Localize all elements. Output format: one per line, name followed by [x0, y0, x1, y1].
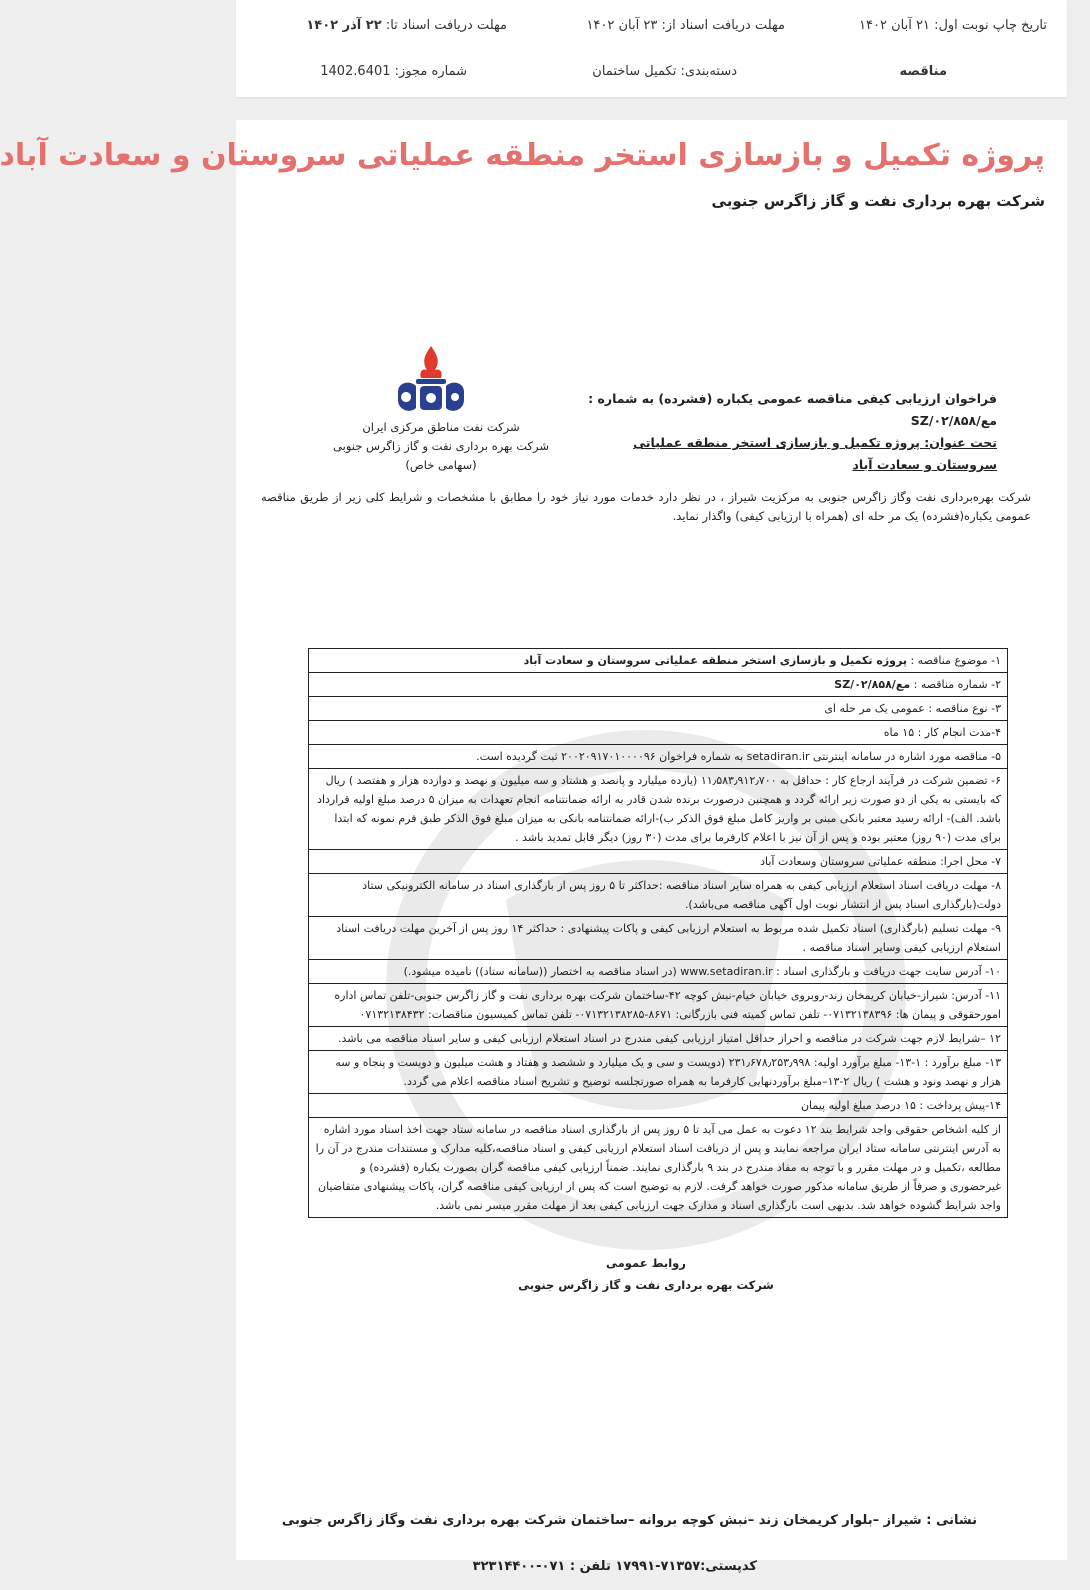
page-title: پروژه تکمیل و بازسازی استخر منطقه عملیاتی سروستان و سعادت آباد — [0, 138, 1045, 173]
table-row: ۱۴-پیش پرداخت : ۱۵ درصد مبلغ اولیه پیمان — [309, 1094, 1007, 1118]
table-row: ۵- مناقصه مورد اشاره در سامانه اینترنتی setadiran.ir به شماره فراخوان ۲۰۰۲۰۹۱۷۰۱۰۰۰۰۹۶ ثبت گردیده است. — [309, 745, 1007, 769]
table-row: ۱۲ –شرایط لازم جهت شرکت در مناقصه و احراز حداقل امتیاز ارزیابی کیفی مندرج در اسناد استعلام ارزیابی کیفی و سایر اسناد مناقصه می باشد. — [309, 1027, 1007, 1051]
table-row: ۱۳- مبلغ برآورد : ۱-۱۳- مبلغ برآورد اولیه: ۲۳۱٫۶۷۸٫۲۵۳٫۹۹۸ (دویست و سی و یک میلیارد و ششصد و هفتاد و هشت میلیون و دویست و پنجاه و سه هزار و نهصد ونود و هشت ) ریال ۲-۱۳–مبلغ برآوردنهایی کارفرما به همراه صورتجلسه توضیح و تشریح اسناد مناقصه اعلام می گردد. — [309, 1051, 1007, 1094]
table-row: ۲- شماره مناقصه : مع/۰۲/۸۵۸/SZ — [309, 673, 1007, 697]
table-row: ۸- مهلت دریافت اسناد استعلام ارزیابی کیفی به همراه سایر اسناد مناقصه :حداکثر تا ۵ روز پس از بارگذاری اسناد در سامانه الکترونیکی ستاد دولت(بارگذاری اسناد پس از انتشار نوبت اول آگهی مناقصه می‌باشد). — [309, 874, 1007, 917]
address-block: نشانی : شیراز –بلوار کریمخان زند –نبش کوچه بروانه –ساختمان شرکت بهره برداری نفت وگاز زاگرس جنوبی کدپستی:۷۱۳۵۷-۱۷۹۹۱ تلفن : ۰۷۱-۳۲۳۱۴۴۰۰ — [281, 1513, 977, 1574]
type-badge: مناقصه — [899, 64, 947, 79]
table-row: ۳- نوع مناقصه : عمومی یک مر حله ای — [309, 697, 1007, 721]
tender-terms-table — [308, 648, 1008, 1218]
table-row: ۹- مهلت تسلیم (بارگذاری) اسناد تکمیل شده مربوط به استعلام ارزیابی کیفی و پاکات پیشنهادی : حداکثر ۱۴ روز پس از آخرین مهلت دریافت اسناد استعلام ارزیابی کیفی وسایر اسناد مناقصه . — [309, 917, 1007, 960]
notice-heading: فراخوان ارزیابی کیفی مناقصه عمومی یکباره (فشرده) به شماره : مع/۰۲/۸۵۸/SZ تحت عنوان: پروژه تکمیل و بازسازی استخر منطقه عملیاتی سروستان و سعادت آباد — [588, 391, 997, 472]
table-row: ۷- محل اجرا: منطقه عملیاتی سروستان وسعادت آباد — [309, 850, 1007, 874]
signature-block: روابط عمومی شرکت بهره برداری نفت و گاز زاگرس جنوبی — [518, 1256, 774, 1292]
category: دسته‌بندی: تکمیل ساختمان — [592, 64, 737, 79]
intro-paragraph: شرکت بهره‌برداری نفت وگاز زاگرس جنوبی به مرکزیت شیراز ، در نظر دارد خدمات مورد نیاز خود را مطابق با مشخصات و شرایط کلی زیر از طریق مناقصه عمومی یکباره(فشرده) یک مر حله ای (همراه با ارزیابی کیفی) واگذار نماید. — [261, 490, 1031, 523]
table-row: ۴-مدت انجام کار : ۱۵ ماه — [309, 721, 1007, 745]
print-date: تاریخ چاپ نوبت اول: ۲۱ آبان ۱۴۰۲ — [859, 18, 1047, 33]
table-row: ۱- موضوع مناقصه : پروژه تکمیل و بازسازی استخر منطقه عملیاتی سروستان و سعادت آباد — [309, 649, 1007, 673]
table-row: ۱۰- آدرس سایت جهت دریافت و بارگذاری اسناد : www.setadiran.ir (در اسناد مناقصه به اختصار ((سامانه ستاد)) نامیده میشود.) — [309, 960, 1007, 984]
tender-document-image — [236, 340, 1067, 1574]
tender-detail-card — [0, 120, 1067, 1574]
company-stamp-text: شرکت نفت مناطق مرکزی ایران شرکت بهره برداری نفت و گاز زاگرس جنوبی (سهامی خاص) — [333, 420, 549, 472]
table-row: ۶- تضمین شرکت در فرآیند ارجاع کار : حداقل به ۱۱٫۵۸۳٫۹۱۲٫۷۰۰ (یازده میلیارد و پانصد و هشتاد و سه میلیون و نهصد و دوازده هزار و هفتصد ) ریال که بایستی به یکی از دو صورت زیر ارائه گردد و همچنین درصورت برنده شدن قادر به ارائه ضمانتنامه انجام تعهدات به میزان ۵ درصد مبلغ اولیه قرارداد باشد. الف)- ارائه رسید معتبر بانکی مبنی بر واریز کامل مبلغ فوق الذکر ب)-ارائه ضمانتنامه بانکی به میزان مبلغ فوق الذکر طبق فرم نمونه که ابتدا برای مدت (۹۰ روز) معتبر بوده و پس از آن نیز با اعلام کارفرما برای مدت (۳۰ روز) دیگر قابل تمدید باشد . — [309, 769, 1007, 850]
table-row: ۱۱- آدرس: شیراز-خیابان کریمخان زند-روبروی خیابان خیام-نبش کوچه ۴۲-ساختمان شرکت بهره برداری نفت و گاز زاگرس جنوبی-تلفن تماس اداره امورحقوقی و پیمان ها: ۰۷۱۳۲۱۳۸۳۹۶- تلفن تماس کمیته فنی بازرگانی: ۸۶۷۱-۰۷۱۳۲۱۳۸۲۸۵- تلفن تماس کمیسیون مناقصات: ۰۷۱۳۲۱۳۸۴۳۲ — [309, 984, 1007, 1027]
table-row: از کلیه اشخاص حقوقی واجد شرایط بند ۱۲ دعوت به عمل می آید تا ۵ روز پس از بارگذاری اسناد مناقصه در سامانه ستاد جهت اخذ اسناد مورد اشاره به آدرس اینترنتی سامانه ستاد ایران مراجعه نمایند و پس از دریافت اسناد استعلام ارزیابی کیفی و اسناد مناقصه،کلیه مدارک و مستندات مندرج در آن را مطالعه ،تکمیل و در مهلت مقرر و با توجه به مفاد مندرج در بند ۹ بارگذاری نمایند. ضمناً ارزیابی کیفی مناقصه گران بصورت یکباره (فشرده) و غیرحضوری و صرفاً از طریق سامانه مذکور صورت خواهد گرفت. لازم به توضیح است که پس از ارزیابی کیفی مناقصه گران، پاکات پیشنهادی متقاضیان واجد شرایط گشوده خواهد شد. بدیهی است بارگذاری اسناد و مدارک جهت ارزیابی کیفی بعد از مهلت مقرر میسر نمی باشد. — [315, 1123, 1001, 1212]
receive-to: مهلت دریافت اسناد تا: ۲۲ آذر ۱۴۰۲ — [306, 18, 507, 33]
nioc-logo-icon — [386, 344, 476, 416]
receive-from: مهلت دریافت اسناد از: ۲۳ آبان ۱۴۰۲ — [586, 18, 785, 33]
company-name: شرکت بهره برداری نفت و گاز زاگرس جنوبی — [711, 192, 1045, 210]
license-number: شماره مجوز: 1402.6401 — [320, 64, 467, 79]
listing-header — [236, 0, 1067, 97]
